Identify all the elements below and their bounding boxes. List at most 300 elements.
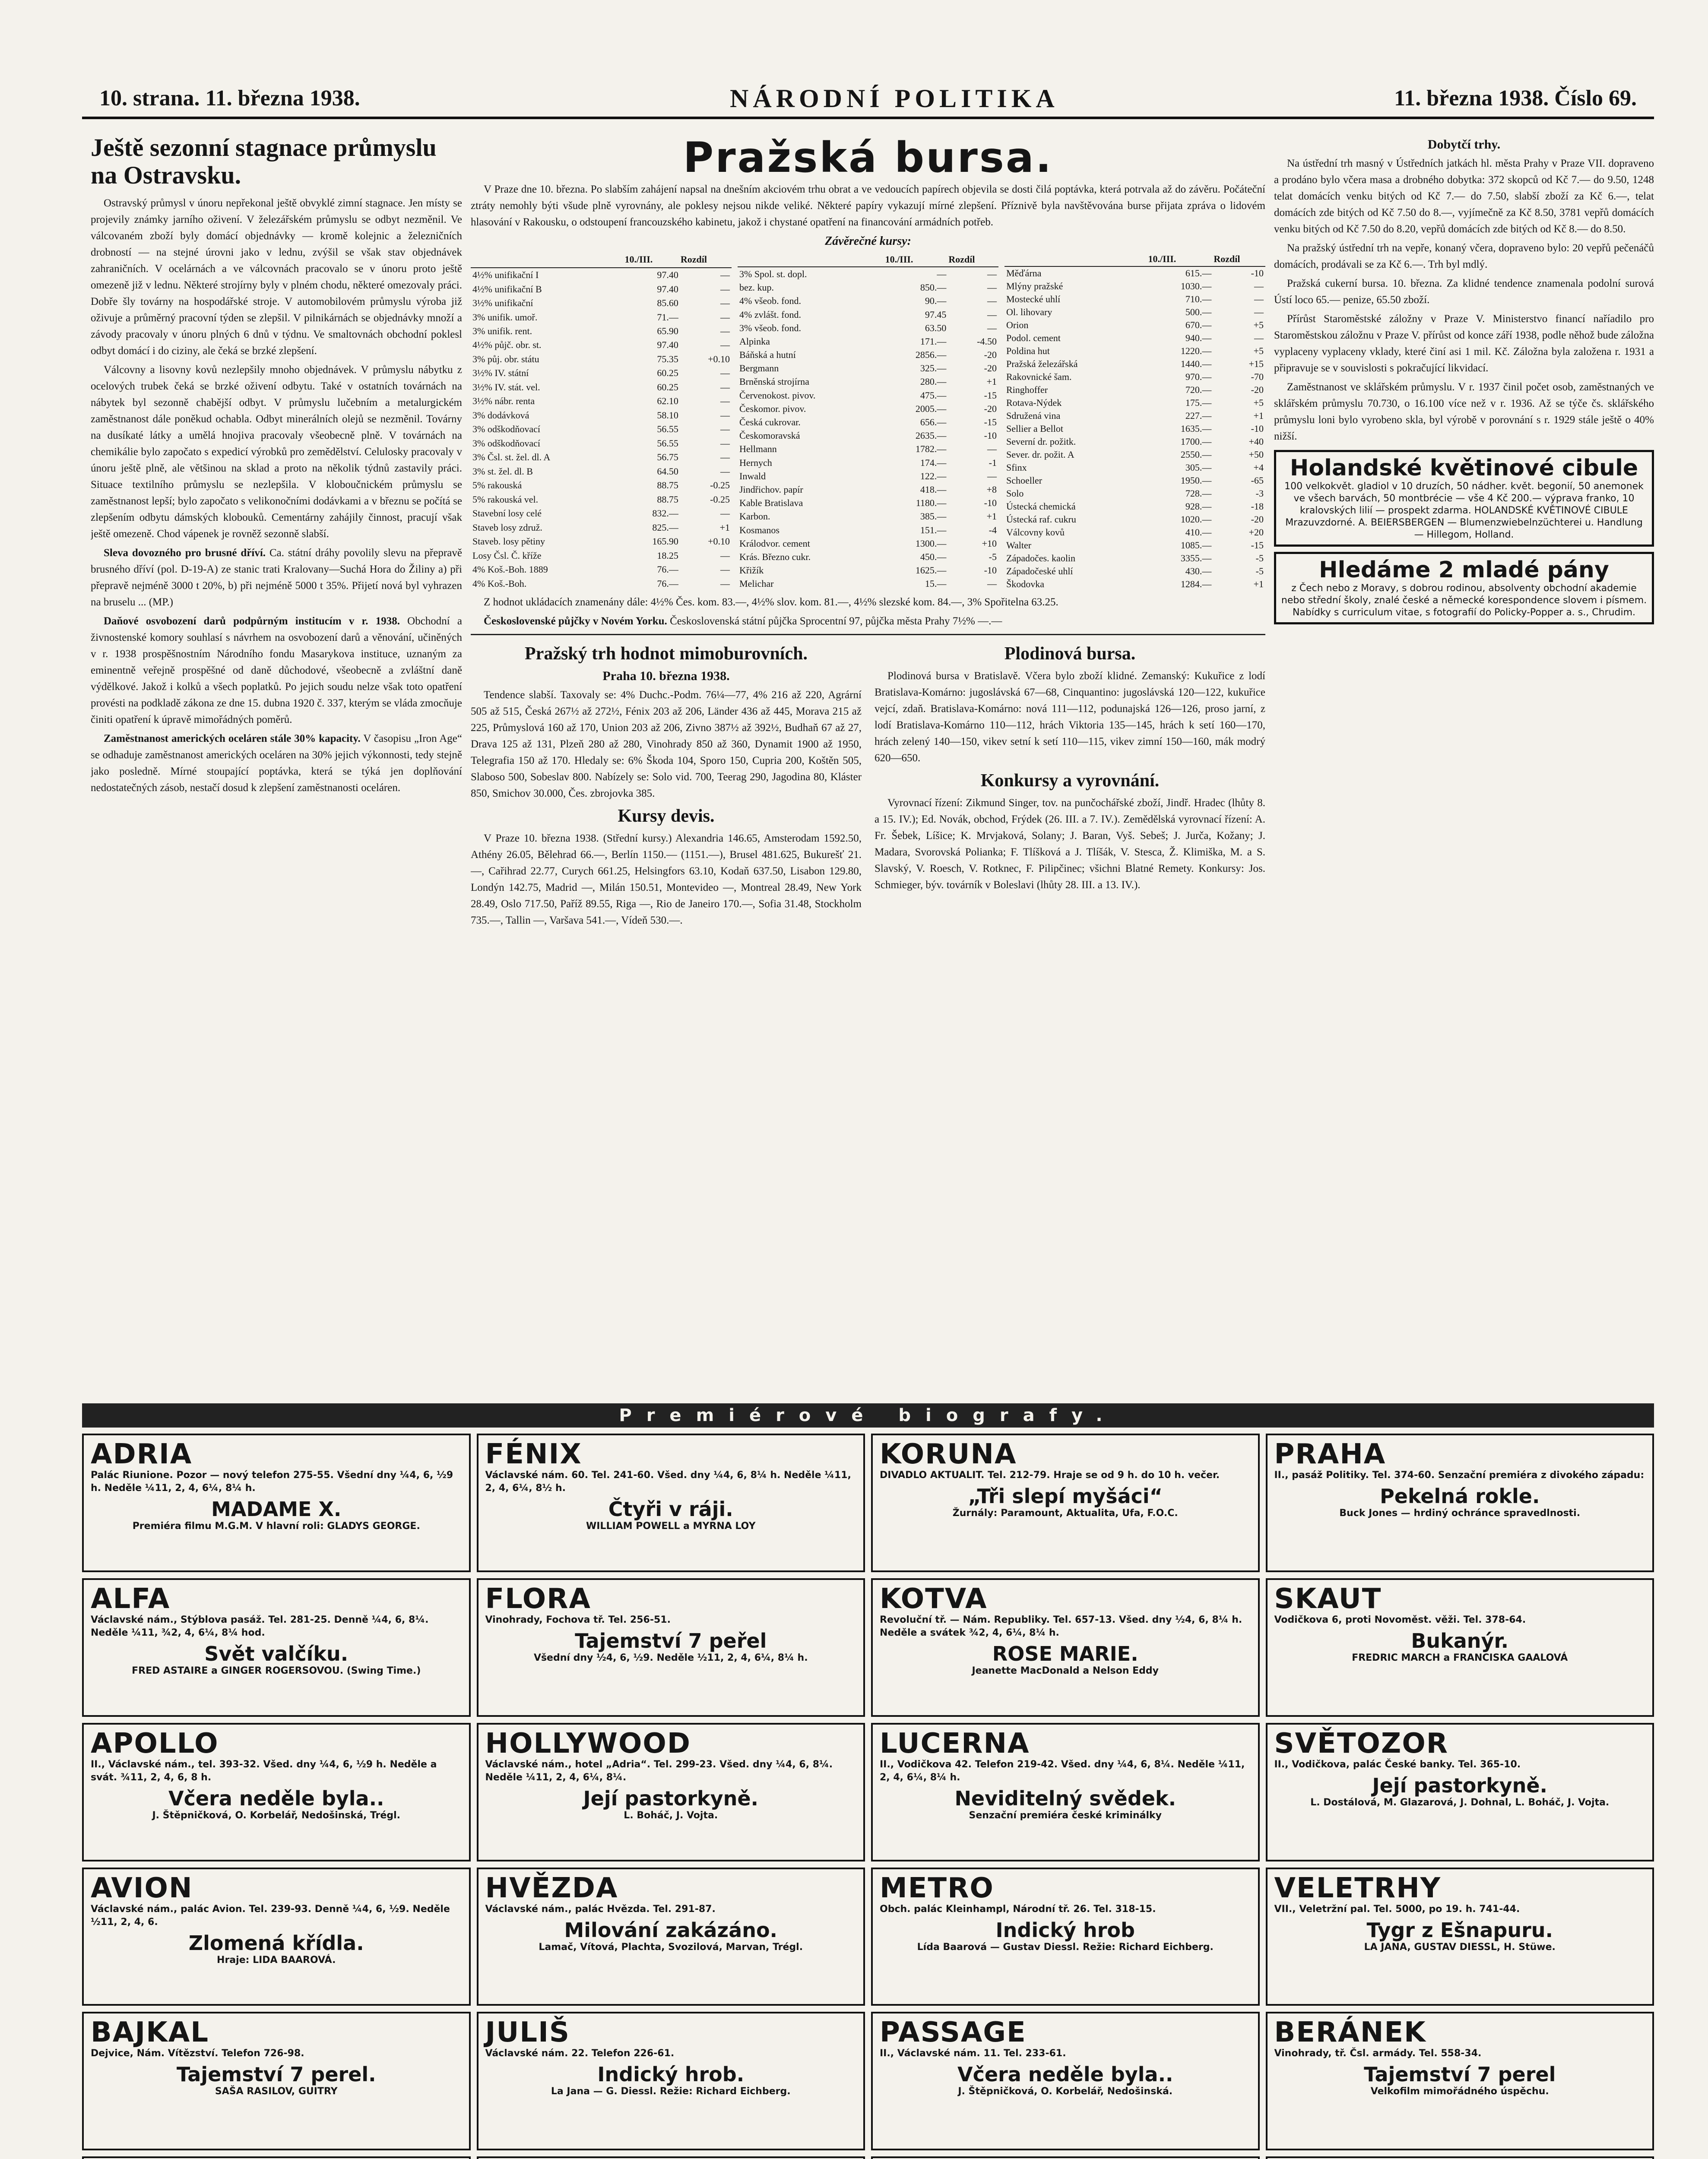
film-title: Čtyři v ráji. [608, 1497, 733, 1521]
kursy-subtitle: Závěrečné kursy: [825, 234, 911, 248]
cinema-name: ALFA [91, 1583, 171, 1615]
section-text: Zaměstnanost ve sklářském průmyslu. V r. 1937 činil počet osob, zaměstnaných ve sklářském průmyslu 70.730, o 16.100 více než v r. 1936. Až se týče čs. sklářského průmyslu loni bylo vyrobeno skla, byl výrobě v porovnání s r. 1929 stále ještě o 40% nižší. [1274, 381, 1654, 442]
closing-price: 656.— [920, 417, 947, 427]
cinema-name: LUCERNA [880, 1727, 1030, 1760]
cinema-listing [82, 1723, 471, 1861]
closing-price: 62.10 [657, 396, 678, 407]
article-paragraph: Ostravský průmysl v únoru nepřekonal ještě obvyklé zimní stagnace. Jen místy se projevily známky jarního oživení. V železářském průmyslu se odbyt nezměnil. Ve válcovaném zboží byly domácí objednávky — kromě kolejnic a železničních drobností — na stejné úrovni jako v lednu, zvýšil se však stav objednávek zahraničních. V ocelárnách a ve válcovnách pracovalo se v únoru proto ještě omezeně již v lednu. Některé strojírny byly v plném chodu, některé omezovaly práci. Dobře šly továrny na hospodářské stroje. V automobilovém průmyslu výroba již oživuje a průměrný pracovní týden se zlepšil. V pilnikárnách se objednávky množí a závody pracovaly v únoru plných 6 dnů v týdnu. Ve smaltovnách obchodní poklesl odbyt domácí i do ciziny, ale čeká se brzké zlepšení. [91, 197, 462, 357]
security-name: Alpinka [739, 336, 770, 347]
kursy-row [1005, 526, 1265, 539]
security-name: Inwald [739, 470, 766, 481]
closing-price: 122.— [920, 470, 947, 481]
price-change: -20 [1251, 514, 1264, 525]
kursy-header-cell: 10./III. [1148, 252, 1214, 266]
section-text: V Praze 10. března 1938. (Střední kursy.) Alexandria 146.65, Amsterodam 1592.50, Athény 26.05, Bělehrad 66.—, Berlín 1150.— (1151.—), Brusel 481.625, Bukurešť 21.—, Cařihrad 22.77, Curych 661.25, Helsingfors 63.10, Kodaň 637.50, Lisabon 129.80, Londýn 142.75, Madrid —, Milán 150.51, Montevideo —, Montreal 28.49, New York 28.49, Oslo 717.50, Paříž 89.55, Riga —, Rio de Janeiro 170.—, Sofia 31.48, Stockholm 735.—, Tallin —, Varšava 541.—, Vídeň 530.—. [471, 833, 862, 926]
price-change: -5 [1255, 553, 1264, 563]
price-change: +5 [1253, 345, 1264, 356]
kursy-note: Z hodnot ukládacích znamenány dále: 4½% Čes. kom. 83.—, 4½% slov. kom. 81.—, 4½% slezské kom. 84.—, 3% Spořitelna 63.25. [484, 596, 1058, 608]
kursy-row [738, 523, 998, 537]
security-name: Západočes. kaolin [1006, 553, 1076, 563]
closing-price: 65.90 [657, 325, 678, 336]
cinema-listing [477, 2156, 865, 2159]
news-text: Obchodní a živnostenské komory souhlasí s návrhem na osvobození darů a věnování, učiněných v r. 1938 prospěšnostním Národního fondu Masarykova instituce, uznaným za eminentně veřejně prospěšné od daně důchodové, všeobecně a zvláštní daně výdělkové. Jakož i kolků a všech poplatků. Po jejich soudu nelze však toto opatření provésti na podkladě zákona ze dne 15. dubna 1920 č. 337, kterým se vláda zmocňuje činiti opatření k úpravě mimořádných poměrů. [91, 615, 462, 725]
security-name: Sever. dr. požit. A [1006, 449, 1074, 460]
cinema-listing [1266, 2012, 1654, 2150]
price-change: — [720, 409, 730, 421]
cinema-listing [477, 2012, 865, 2150]
kursy-row [738, 456, 998, 469]
closing-price: 97.45 [925, 309, 947, 320]
kursy-header-cell: 10./III. [624, 252, 680, 268]
price-change: +4 [1253, 462, 1264, 473]
closing-price: 97.40 [657, 283, 678, 294]
bursa-intro: V Praze dne 10. března. Po slabším zahájení napsal na dnešním akciovém trhu obrat a ve vedoucích papírech objevila se dosti čilá poptávka, která potrvala až do závěru. Počáteční ztráty nemohly býti všude plně vyrovnány, ale poklesy nejsou nikde veliké. Některé papíry vykazují mírné zlepšení. Příznivě byla navštěvována burse přijata zpráva o lidovém hlasování v Rakousku, o odstoupení francouzského kabinetu, jakož i chystané opatření na financování armádních potřeb. [471, 184, 1265, 228]
film-cast: Hraje: LIDA BAAROVÁ. [217, 1954, 336, 1966]
kursy-row [471, 324, 732, 338]
film-cast: J. Štěpničková, O. Korbelář, Nedošinská. [958, 2086, 1173, 2097]
cinema-listing [82, 2012, 471, 2150]
kursy-row [1005, 422, 1265, 435]
price-change: -3 [1255, 488, 1264, 499]
kursy-row [1005, 332, 1265, 345]
price-change: — [720, 578, 730, 589]
closing-price: 88.75 [657, 494, 678, 505]
cinema-info: II., Vodičkova 42. Telefon 219-42. Všed. dny ¼4, 6, 8¼. Neděle ¼11, 2, 4, 6¼, 8¼ h. [880, 1759, 1245, 1783]
closing-price: 1180.— [916, 497, 947, 509]
cinema-name: HOLLYWOOD [485, 1727, 691, 1760]
price-change: — [720, 550, 730, 561]
closing-price: 850.— [920, 282, 947, 293]
cinema-name: HVĚZDA [485, 1872, 618, 1904]
price-change: -10 [984, 565, 997, 576]
security-name: Králodvor. cement [739, 538, 810, 549]
kursy-row [471, 352, 732, 366]
security-name: Mostecké uhlí [1006, 294, 1061, 304]
kursy-row [1005, 383, 1265, 396]
price-change: -20 [1251, 384, 1264, 395]
price-change: +8 [986, 484, 997, 495]
kursy-row [471, 296, 732, 310]
security-name: Křižík [739, 565, 764, 576]
ny-text: Československá státní půjčka Sprocentní 97, půjčka města Prahy 7½% —.— [670, 615, 1002, 627]
cinema-name: PRAHA [1274, 1438, 1386, 1470]
kursy-header-cell: Rozdíl [680, 252, 732, 268]
cinema-listing [82, 1868, 471, 2006]
cinema-listing [477, 1723, 865, 1861]
cinema-info: Vinohrady, Fochova tř. Tel. 256-51. [485, 1614, 671, 1625]
closing-price: 97.40 [657, 339, 678, 351]
news-text: V časopisu „Iron Age“ se odhaduje zaměstnanost amerických oceláren na 30% jejich výkonnosti, tedy stejně jako posledně. Mírné stoupající poptávka, která se týká jen doplňování nedostatečných zásob, nestačí dosud k zlepšení zaměstnanosti oceláren. [91, 733, 462, 794]
closing-price: 410.— [1185, 527, 1212, 538]
price-change: — [1254, 294, 1264, 304]
security-name: Poldina hut [1006, 345, 1050, 356]
kursy-table-left [471, 252, 732, 591]
article-paragraph: Válcovny a lisovny kovů nezlepšily mnoho objednávek. V průmyslu nábytku z ocelových trubek čeká se brzké oživení odbytu. Také v ostatních továrnách na nábytek byl sezonně chabější odbyt. V průmyslu lučebním a metalurgickém zaměstnanost dále poněkud ochabla. Odbyt minerálních olejů se nezměnil. Továrny na dusíkaté látky a umělá hnojiva pracovaly všeobecně plně. V továrnách na chemikálie bylo započato s expedicí výrobků pro zemědělství. Celulosky pracovaly v únoru ještě plně, ale většinou na sklad a proto na několik týdnů zastavily práci. Situace textilního průmyslu se nezlepšila. V kloboučnickém průmyslu se zaměstnanost lepší; bylo započato s velikonočními dodávkami a v březnu se počítá se zlepšením odbytu dámských klobouků. Cementárny zahájily činnost, pracují však ještě omezeně. Chod vápenek je rovněž sezonně slabší. [91, 364, 462, 540]
film-cast: La Jana — G. Diessl. Režie: Richard Eichberg. [551, 2086, 791, 2097]
security-name: Jindřichov. papír [739, 484, 803, 495]
closing-price: 58.10 [657, 409, 678, 421]
cinema-info: II., pasáž Politiky. Tel. 374-60. Senzační premiéra z divokého západu: [1274, 1470, 1645, 1481]
section-text: Vyrovnací řízení: Zikmund Singer, tov. na punčochářské zboží, Jindř. Hradec (lhůty 8. a 15. IV.); Ed. Novák, obchod, Frýdek (26. III. a 7. IV.). Zemědělská vyrovnací řízení: A. Fr. Šebek, Líšice; K. Mrvjaková, Solany; J. Baran, Vyš. Sebeš; J. Jurča, Kožany; J. Madara, Svorovská Polianka; F. Tlíšková a J. Tlíšák, V. Stesca, Ž. Klimiška, M. a S. Slavský, V. Roesch, V. Rotknec, F. Pilipčinec; všichni Blatné Remety. Konkursy: Jos. Schmieger, býv. továrník v Boleslavi (lhůty 28. III. a 13. IV.). [875, 797, 1265, 891]
kursy-row [1005, 565, 1265, 578]
kursy-row [738, 362, 998, 375]
ad-text: 100 velkokvět. gladiol v 10 druzích, 50 nádher. květ. begonií, 50 anemonek ve všech barvách, 50 montbrécie — vše 4 Kč 200.— výprava franko, 10 kralovských lilií — prospekt zdarma. HOLANDSKÉ KVĚTINOVÉ CIBULE Mrazuvzdorné. A. BEIERSBERGEN — Blumenzwiebelnzüchterei u. Handlung — Hillegom, Holland. [1284, 481, 1644, 540]
cinema-info: Revoluční tř. — Nám. Republiky. Tel. 657-13. Všed. dny ½4, 6, 8¼ h. Neděle a svátek ¾2, 4, 6¼, 8¼ h. [880, 1614, 1242, 1638]
security-name: Melichar [739, 578, 774, 589]
kursy-row [471, 450, 732, 464]
price-change: -4 [989, 524, 997, 535]
closing-price: — [937, 268, 947, 279]
price-change: — [720, 564, 730, 575]
closing-price: 305.— [1185, 462, 1212, 473]
film-title: Zlomená křídla. [188, 1931, 364, 1955]
closing-price: 2550.— [1180, 449, 1212, 460]
closing-price: 76.— [657, 564, 678, 575]
security-name: 5% rakouská [472, 480, 522, 491]
closing-price: 385.— [920, 511, 947, 522]
closing-price: 728.— [1185, 488, 1212, 499]
cinema-listing [871, 2156, 1260, 2159]
kursy-row [471, 535, 732, 548]
closing-price: 97.40 [657, 269, 678, 281]
section-title: Dobytčí trhy. [1427, 137, 1501, 152]
closing-price: 75.35 [657, 353, 678, 364]
price-change: +1 [719, 522, 730, 533]
kursy-row [471, 366, 732, 380]
price-change: — [720, 508, 730, 519]
security-name: Podol. cement [1006, 332, 1061, 343]
cinema-info: II., Václavské nám. 11. Tel. 233-61. [880, 2048, 1066, 2059]
kursy-row [1005, 487, 1265, 500]
closing-price: 418.— [920, 484, 947, 495]
security-name: 3% dodávková [472, 409, 529, 421]
closing-price: 940.— [1185, 332, 1212, 343]
security-name: 3% unifik. rent. [472, 325, 532, 336]
closing-price: 825.— [652, 522, 678, 533]
kursy-row [738, 308, 998, 321]
kursy-header-cell [1005, 252, 1148, 266]
price-change: +5 [1253, 320, 1264, 330]
closing-price: 928.— [1185, 501, 1212, 512]
price-change: -18 [1251, 501, 1264, 512]
closing-price: 430.— [1185, 566, 1212, 576]
kursy-row [1005, 578, 1265, 591]
price-change: -70 [1251, 371, 1264, 382]
price-change: — [987, 282, 997, 293]
price-change: +15 [1249, 358, 1264, 369]
closing-price: 832.— [652, 508, 678, 519]
security-name: Česká cukrovar. [739, 417, 801, 427]
closing-price: 63.50 [925, 322, 947, 333]
kursy-row [471, 394, 732, 408]
newspaper-title: NÁRODNÍ POLITIKA [730, 84, 1059, 113]
cinema-listing [871, 1578, 1260, 1717]
price-change: — [720, 325, 730, 336]
film-cast: FREDRIC MARCH a FRANCISKA GAALOVÁ [1352, 1652, 1568, 1663]
cinema-name: SKAUT [1274, 1583, 1382, 1615]
security-name: Stavební losy celé [472, 508, 542, 519]
closing-price: 15.— [925, 578, 947, 589]
kursy-row [471, 576, 732, 591]
security-name: 3% unifik. umoř. [472, 311, 538, 323]
security-name: Karbon. [739, 511, 770, 522]
security-name: Válcovny kovů [1006, 527, 1065, 538]
kursy-row [1005, 552, 1265, 565]
kursy-row [738, 415, 998, 429]
cinema-listing [871, 1434, 1260, 1572]
cinema-listing [871, 1868, 1260, 2006]
kursy-row [1005, 358, 1265, 370]
cinema-grid [82, 1434, 1654, 2159]
film-cast: J. Štěpničková, O. Korbelář, Nedošinská, Trégl. [152, 1810, 400, 1821]
price-change: -5 [1255, 566, 1264, 576]
kursy-row [738, 281, 998, 294]
kursy-row [738, 497, 998, 510]
security-name: Sdružená vina [1006, 410, 1061, 421]
kursy-row [471, 310, 732, 324]
cinema-name: AVION [91, 1872, 193, 1904]
closing-price: 1020.— [1180, 514, 1212, 525]
closing-price: 475.— [920, 389, 947, 401]
security-name: Losy Čsl. Č. kříže [472, 550, 542, 561]
kursy-row [1005, 345, 1265, 358]
ad-title: Hledáme 2 mladé pány [1319, 557, 1609, 583]
closing-price: 85.60 [657, 298, 678, 309]
price-change: -5 [989, 551, 997, 562]
film-title: Tajemství 7 peřel [575, 1629, 767, 1652]
cinema-name: JULIŠ [485, 2017, 570, 2049]
security-name: Kable Bratislava [739, 497, 803, 509]
security-name: Kosmanos [739, 524, 780, 535]
section-text: Přírůst Staroměstské záložny v Praze V. Ministerstvo financí naříadilo pro Staroměstskou záložnu v Praze V. přírůst od konce září 1938, podle něhož bude záložna vyplaceny vyplaceny vklady, které činí asi 1 mil. Kč. Záložna byla založena r. 1931 a připravuje se v souvislosti s pokračující likvidací. [1274, 313, 1654, 374]
cinema-name: BAJKAL [91, 2017, 209, 2049]
cinema-info: II., Vodičkova, palác České banky. Tel. 365-10. [1274, 1759, 1521, 1770]
kursy-header-row [1005, 252, 1265, 266]
price-change: — [720, 311, 730, 323]
closing-price: 174.— [920, 457, 947, 468]
cinema-listing [477, 1434, 865, 1572]
film-cast: Lída Baarová — Gustav Diessl. Režie: Richard Eichberg. [917, 1941, 1214, 1953]
security-name: 3% Spol. st. dopl. [739, 268, 807, 279]
price-change: — [720, 283, 730, 294]
closing-price: 2005.— [915, 403, 947, 414]
closing-price: 3355.— [1180, 553, 1212, 563]
security-name: Pražská železářská [1006, 358, 1078, 369]
cinema-name: FLORA [485, 1583, 591, 1615]
kursy-header-cell: Rozdíl [1213, 252, 1265, 266]
kursy-row [738, 577, 998, 591]
kursy-header-cell [738, 252, 885, 267]
closing-price: 615.— [1185, 268, 1212, 279]
film-cast: SAŠA RASILOV, GUITRY [215, 2086, 338, 2097]
kursy-row [738, 402, 998, 415]
closing-price: 710.— [1185, 294, 1212, 304]
price-change: — [720, 339, 730, 351]
price-change: -15 [1251, 540, 1264, 551]
kursy-row [1005, 306, 1265, 319]
section-title: Pražský trh hodnot mimoburovních. [525, 644, 808, 664]
kursy-table-mid [738, 252, 998, 591]
film-title: Její pastorkyně. [1372, 1773, 1547, 1797]
news-item [91, 613, 462, 728]
cinema-listing [477, 1868, 865, 2006]
security-name: Ol. lihovary [1006, 307, 1052, 317]
film-cast: Premiéra filmu M.G.M. V hlavní roli: GLADYS GEORGE. [132, 1521, 420, 1532]
closing-price: 1284.— [1180, 579, 1212, 589]
kursy-row [1005, 293, 1265, 306]
section-text: Pražská cukerní bursa. 10. března. Za klidné tendence znamenala podolní surová Ústí loco 65.— penize, 65.50 zboží. [1274, 278, 1654, 306]
kursy-row [738, 537, 998, 550]
kursy-header-row [738, 252, 998, 267]
price-change: — [1254, 281, 1264, 291]
security-name: 4½% půjč. obr. st. [472, 339, 542, 351]
price-change: — [720, 437, 730, 449]
film-title: Neviditelný svědek. [954, 1786, 1176, 1810]
cinema-name: SVĚTOZOR [1274, 1727, 1448, 1760]
closing-price: 450.— [920, 551, 947, 562]
security-name: Ústecká chemická [1006, 501, 1076, 512]
section-date: Praha 10. března 1938. [602, 669, 730, 683]
kursy-row [471, 549, 732, 563]
divider [471, 634, 1265, 635]
price-change: +20 [1249, 527, 1264, 538]
cinema-name: PASSAGE [880, 2017, 1027, 2049]
kursy-row [1005, 319, 1265, 332]
security-name: Červenokost. pivov. [739, 389, 816, 401]
column-dobytek [1274, 134, 1654, 1395]
price-change: — [987, 295, 997, 307]
price-change: +40 [1249, 436, 1264, 447]
kursy-row [471, 380, 732, 394]
kursy-row [738, 267, 998, 281]
film-title: Svět valčíku. [204, 1642, 349, 1665]
price-change: -15 [984, 389, 997, 401]
news-item [91, 731, 462, 796]
price-change: -10 [984, 497, 997, 509]
security-name: Rakovnické šam. [1006, 371, 1072, 382]
price-change: — [720, 381, 730, 393]
section-text: Na ústřední trh masný v Ústředních jatkách hl. města Prahy v Praze VII. dopraveno a prodáno bylo včera masa a drobného dobytka: 372 skopců od Kč 7.— do 9.50, 1248 telat domácích venku bitých od Kč 7.— do 7.50, slabší zboží za Kč 6.—, telat domácích zde bitých od Kč 7.50 do 8.—, vyjímečně za Kč 8.50, 3781 vepřů domácích venku bitých od Kč 7.50 do 8.20, vepřů domácích zde bitých od Kč 8.— do 8.50. [1274, 158, 1654, 235]
closing-price: 171.— [920, 336, 947, 347]
column-bursa [471, 134, 1265, 1395]
kursy-row [1005, 539, 1265, 552]
price-change: — [720, 424, 730, 435]
security-name: 3% odškodňovací [472, 424, 541, 435]
security-name: Sfinx [1006, 462, 1027, 473]
closing-price: 60.25 [657, 367, 678, 379]
closing-price: 88.75 [657, 480, 678, 491]
security-name: Ústecká raf. cukru [1006, 514, 1076, 525]
closing-price: 64.50 [657, 465, 678, 477]
closing-price: 56.55 [657, 424, 678, 435]
security-name: 4½% unifikační B [472, 283, 542, 294]
cinema-listing [1266, 1868, 1654, 2006]
kursy-header-row [471, 252, 732, 268]
cinema-info: VII., Veletržní pal. Tel. 5000, po 19. h. 741-44. [1274, 1903, 1520, 1915]
cinema-name: KORUNA [880, 1438, 1017, 1470]
kursy-row [738, 563, 998, 577]
price-change: +1 [986, 376, 997, 387]
film-cast: LA JANA, GUSTAV DIESSL, H. Stüwe. [1364, 1941, 1556, 1953]
film-title: „Tři slepí myšáci“ [968, 1485, 1163, 1508]
closing-price: 1085.— [1180, 540, 1212, 551]
price-change: — [720, 367, 730, 379]
kursy-row [738, 510, 998, 523]
security-name: Bergmann [739, 363, 779, 374]
closing-price: 227.— [1185, 410, 1212, 421]
section-title: Plodinová bursa. [1004, 644, 1136, 664]
security-name: Českomoravská [739, 430, 800, 441]
kursy-header-cell: Rozdíl [948, 252, 998, 267]
news-text: Ca. státní dráhy povolily slevu na přepravě brusného dříví (pol. D-19-A) ze stanic trati Kralovany—Suchá Hora do Žiliny a) při přepravě nejméně 3000 t 20%, b) při nejméně 5000 t 35%. Přijetí nová byl vyhrazen na bruselu ... (MP.) [91, 547, 462, 608]
cinema-name: BERÁNEK [1274, 2017, 1426, 2049]
closing-price: 280.— [920, 376, 947, 387]
security-name: Krás. Březno cukr. [739, 551, 811, 562]
price-change: — [720, 396, 730, 407]
cinema-name: APOLLO [91, 1727, 219, 1760]
kursy-row [738, 389, 998, 402]
kursy-row [738, 429, 998, 443]
closing-price: 1635.— [1180, 423, 1212, 434]
kursy-row [738, 321, 998, 335]
price-change: +50 [1249, 449, 1264, 460]
price-change: — [720, 452, 730, 463]
ny-title: Československé půjčky v Novém Yorku. [484, 615, 667, 627]
kursy-row [471, 408, 732, 422]
security-name: Severní dr. požitk. [1006, 436, 1076, 447]
cinema-name: KOTVA [880, 1583, 988, 1615]
security-name: 3½% unifikační [472, 298, 533, 309]
security-name: Hellmann [739, 443, 777, 455]
film-title: Včera neděle byla.. [957, 2063, 1173, 2086]
closing-price: 1030.— [1180, 281, 1212, 291]
security-name: Schoeller [1006, 475, 1043, 486]
film-cast: FRED ASTAIRE a GINGER ROGERSOVOU. (Swing Time.) [132, 1665, 421, 1676]
film-title: Tygr z Ešnapuru. [1366, 1918, 1553, 1942]
security-name: Západočeské uhlí [1006, 566, 1073, 576]
security-name: 4% Koš.-Boh. 1889 [472, 564, 548, 575]
security-name: Walter [1006, 540, 1032, 551]
price-change: -20 [984, 403, 997, 414]
newspaper-page [82, 82, 1654, 2159]
kursy-row [1005, 266, 1265, 280]
security-name: 3% odškodňovací [472, 437, 541, 449]
security-name: 4½% unifikační I [472, 269, 539, 281]
ny-loans [471, 613, 1265, 630]
security-name: 4% všeob. fond. [739, 295, 801, 307]
closing-price: 151.— [920, 524, 947, 535]
news-title: Sleva dovozného pro brusné dříví. [104, 547, 266, 559]
closing-price: 1440.— [1180, 358, 1212, 369]
section-title: Kursy devis. [618, 806, 715, 826]
security-name: Solo [1006, 488, 1024, 499]
price-change: -0.25 [710, 480, 730, 491]
film-cast: Všední dny ½4, 6, ½9. Neděle ½11, 2, 4, 6¼, 8¼ h. [533, 1652, 808, 1663]
kursy-row [1005, 500, 1265, 513]
news-title: Zaměstnanost amerických oceláren stále 30% kapacity. [104, 733, 361, 744]
film-cast: Senzační premiéra české kriminálky [969, 1810, 1162, 1821]
price-change: +1 [986, 511, 997, 522]
closing-price: 71.— [657, 311, 678, 323]
film-cast: L. Dostálová, M. Glazarová, J. Dohnal, L. Boháč, J. Vojta. [1310, 1797, 1610, 1808]
price-change: -10 [1251, 423, 1264, 434]
kursy-row [471, 465, 732, 478]
closing-price: 76.— [657, 578, 678, 589]
closing-price: 1950.— [1180, 475, 1212, 486]
price-change: -4.50 [977, 336, 997, 347]
kursy-row [471, 507, 732, 520]
closing-price: 2856.— [915, 349, 947, 361]
